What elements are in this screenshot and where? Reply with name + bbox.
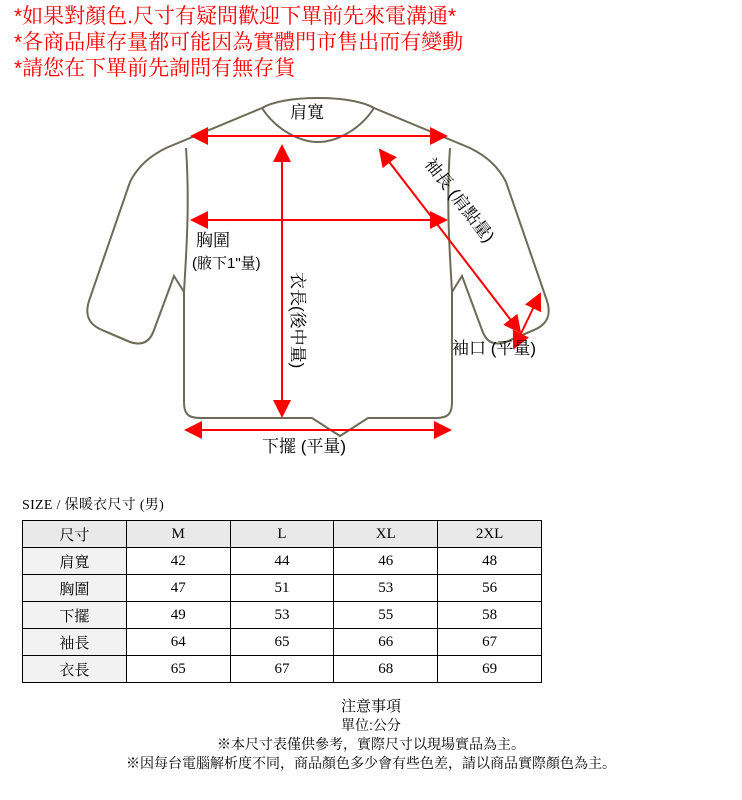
table-cell: 42 (126, 548, 230, 575)
footer-line-2: ※因每台電腦解析度不同，商品顏色多少會有些色差，請以商品實際顏色為主。 (126, 755, 616, 771)
table-cell: 65 (126, 656, 230, 683)
table-cell: 67 (438, 629, 542, 656)
measurement-diagram (0, 86, 742, 486)
table-cell: 47 (126, 575, 230, 602)
size-table (22, 520, 542, 683)
footer-line-1: ※本尺寸表僅供參考，實際尺寸以現場實品為主。 (217, 736, 525, 752)
label-cuff: 袖口 (平量) (452, 339, 537, 358)
row-label: 袖長 (23, 629, 127, 656)
table-cell: 44 (230, 548, 334, 575)
notice-line-1: *如果對顏色.尺寸有疑問歡迎下單前先來電溝通* (14, 5, 457, 28)
table-cell: 53 (334, 575, 438, 602)
table-cell: 68 (334, 656, 438, 683)
table-row (23, 575, 542, 602)
size-caption: SIZE / 保暖衣尺寸 (男) (22, 498, 165, 513)
row-label: 下擺 (23, 602, 127, 629)
notice-line-2: *各商品庫存量都可能因為實體門市售出而有變動 (14, 31, 464, 54)
footer-notes (0, 697, 742, 773)
table-cell: 56 (438, 575, 542, 602)
table-cell: 48 (438, 548, 542, 575)
table-row (23, 629, 542, 656)
table-row (23, 656, 542, 683)
table-cell: 65 (230, 629, 334, 656)
table-row (23, 602, 542, 629)
label-hem: 下擺 (平量) (262, 437, 347, 456)
table-header-row (23, 521, 542, 548)
table-header-cell: 尺寸 (23, 521, 127, 548)
table-cell: 49 (126, 602, 230, 629)
table-cell: 66 (334, 629, 438, 656)
label-chest: 胸圍 (196, 231, 230, 250)
row-label: 衣長 (23, 656, 127, 683)
table-cell: 64 (126, 629, 230, 656)
table-header-cell: M (126, 521, 230, 548)
table-cell: 46 (334, 548, 438, 575)
table-row (23, 548, 542, 575)
label-shoulder: 肩寬 (290, 103, 324, 122)
notice-block (0, 0, 742, 82)
notice-line-3: *請您在下單前先詢問有無存貨 (14, 57, 296, 80)
table-cell: 67 (230, 656, 334, 683)
row-label: 肩寬 (23, 548, 127, 575)
garment-outline (87, 98, 548, 436)
table-cell: 53 (230, 602, 334, 629)
label-sleeve-length: 袖長 (肩點量) (420, 154, 499, 247)
table-cell: 51 (230, 575, 334, 602)
table-header-cell: XL (334, 521, 438, 548)
table-cell: 55 (334, 602, 438, 629)
row-label: 胸圍 (23, 575, 127, 602)
table-cell: 58 (438, 602, 542, 629)
table-header-cell: 2XL (438, 521, 542, 548)
footer-unit: 單位:公分 (341, 717, 401, 733)
label-chest-sub: (腋下1"量) (192, 255, 261, 272)
table-cell: 69 (438, 656, 542, 683)
table-header-cell: L (230, 521, 334, 548)
footer-title: 注意事項 (340, 698, 401, 715)
label-body-length: 衣長(後中量) (288, 272, 307, 369)
